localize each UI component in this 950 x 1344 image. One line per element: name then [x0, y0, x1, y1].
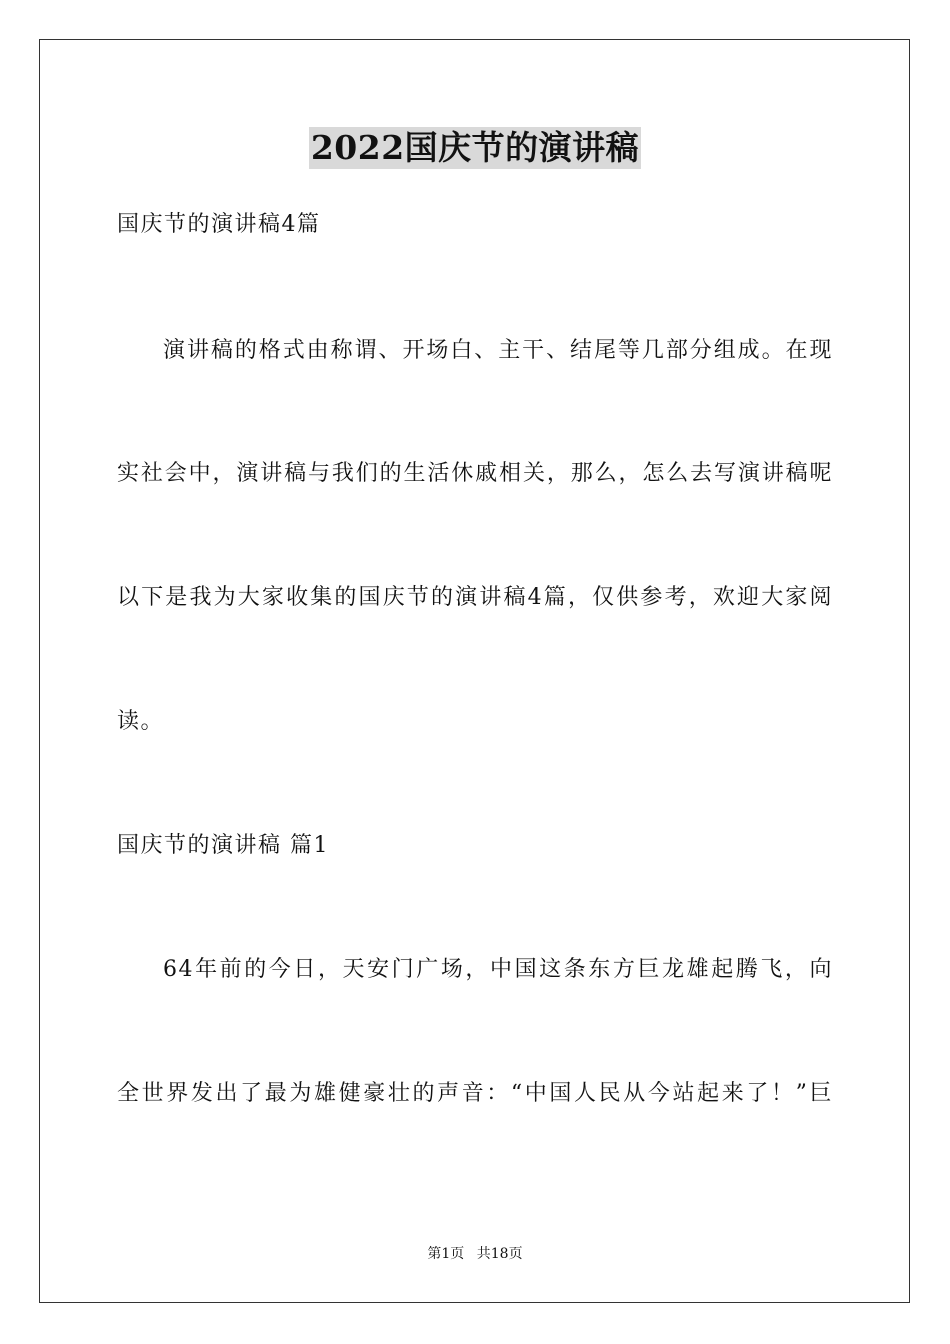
paragraph-line: 演讲稿的格式由称谓、开场白、主干、结尾等几部分组成。在现 [163, 338, 833, 363]
paragraph-line: 实社会中，演讲稿与我们的生活休戚相关，那么，怎么去写演讲稿呢 [117, 461, 833, 486]
title-container [0, 127, 950, 169]
paragraph-line: 64年前的今日，天安门广场，中国这条东方巨龙雄起腾飞，向 [163, 957, 833, 982]
page-number-current: 第1页 [427, 1246, 465, 1262]
paragraph-line: 以下是我为大家收集的国庆节的演讲稿4篇，仅供参考，欢迎大家阅 [117, 585, 833, 610]
subtitle-line: 国庆节的演讲稿4篇 [117, 212, 321, 237]
paragraph-line: 读。 [117, 709, 165, 734]
page-number-total: 共18页 [476, 1246, 523, 1262]
page-footer [0, 1244, 950, 1264]
paragraph-line: 全世界发出了最为雄健豪壮的声音：“中国人民从今站起来了！”巨 [117, 1081, 833, 1106]
document-title: 2022国庆节的演讲稿 [310, 128, 640, 167]
section-heading: 国庆节的演讲稿 篇1 [117, 833, 329, 858]
